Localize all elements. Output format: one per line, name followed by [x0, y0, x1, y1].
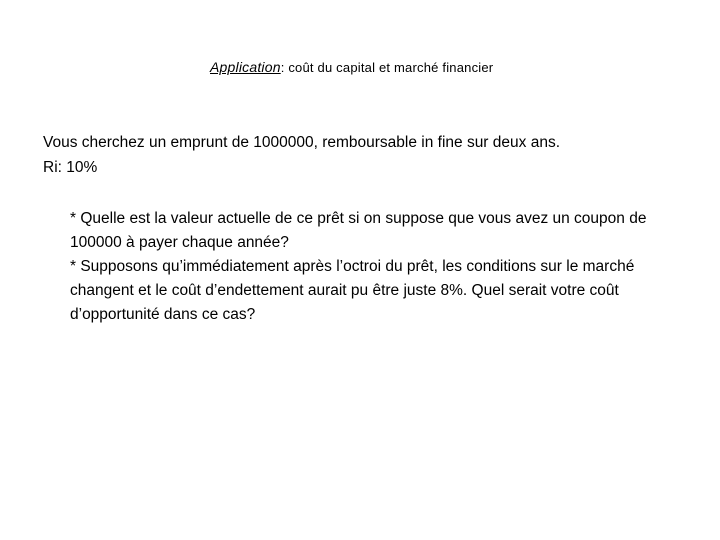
title-main: Application	[210, 59, 281, 75]
interest-rate: Ri: 10%	[43, 159, 98, 176]
question-1: * Quelle est la valeur actuelle de ce prêt si on suppose que vous avez un coupon de 100000 à payer chaque année?	[70, 210, 647, 251]
slide-title	[210, 59, 493, 75]
questions-block	[70, 207, 690, 327]
intro-statement: Vous cherchez un emprunt de 1000000, remboursable in fine sur deux ans.	[43, 134, 560, 151]
title-subtitle: coût du capital et marché financier	[284, 60, 494, 75]
title-separator: :	[280, 60, 285, 75]
intro-block	[43, 130, 683, 180]
question-2: * Supposons qu’immédiatement après l’octroi du prêt, les conditions sur le marché changent et le coût d’endettement aurait pu être juste 8%. Quel serait votre coût d’opportunité dans ce cas?	[70, 258, 635, 323]
